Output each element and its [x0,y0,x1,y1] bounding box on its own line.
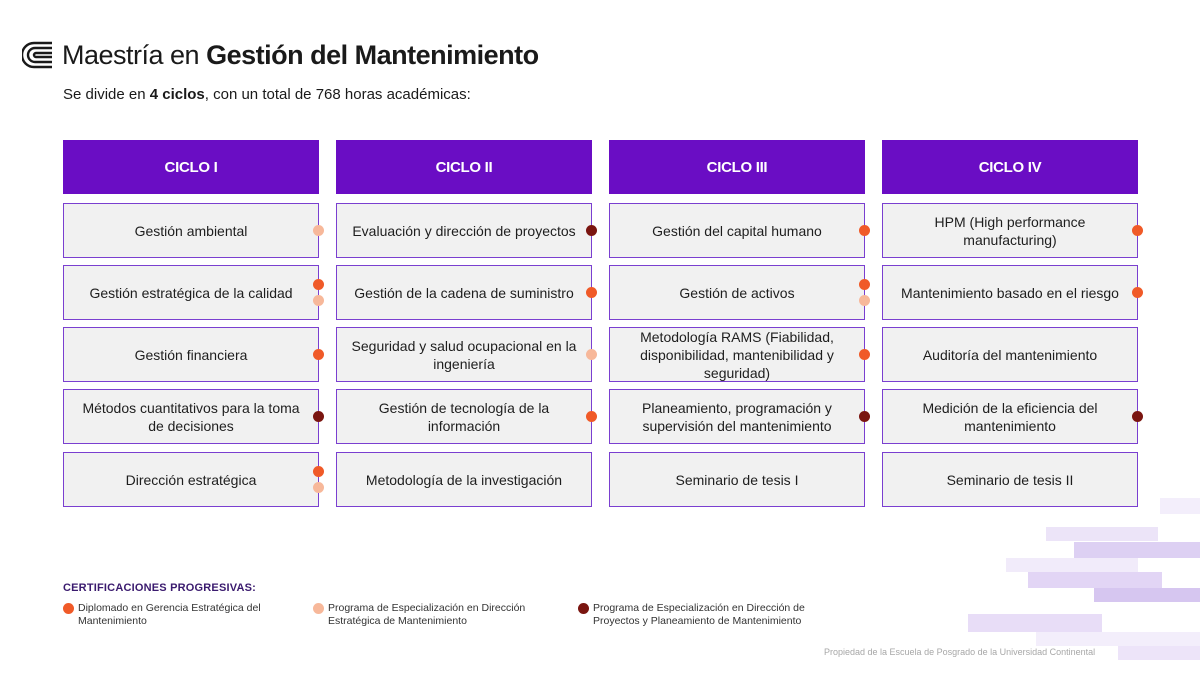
course-cell [609,389,865,444]
course-cell [882,203,1138,258]
footer-note: Propiedad de la Escuela de Posgrado de la Universidad Continental [824,647,1096,657]
cycle-column [609,140,865,488]
course-name: Gestión de tecnología de la información [378,399,550,434]
certification-dot [859,279,870,290]
course-name: Planeamiento, programación y supervisión del mantenimiento [642,399,832,434]
certification-dot [313,482,324,493]
course-name: Auditoría del mantenimiento [922,346,1098,363]
certification-dot [313,295,324,306]
course-cell [609,203,865,258]
course-cell [609,265,865,320]
legend-label: Programa de Especialización en Dirección Estratégica de Mantenimiento [328,602,526,627]
course-cell [63,452,319,507]
certification-dot [586,411,597,422]
cycle-header: CICLO I [63,140,319,194]
page-title [62,40,539,71]
course-name: HPM (High performance manufacturing) [934,213,1086,248]
course-cell [336,452,592,507]
certification-dot [1132,411,1143,422]
course-cell [882,327,1138,382]
course-name: Seminario de tesis I [675,471,799,488]
course-name: Gestión de la cadena de suministro [354,284,574,301]
course-name: Mantenimiento basado en el riesgo [901,284,1119,301]
certification-dot [586,349,597,360]
cycle-column [882,140,1138,488]
certification-dot [1132,225,1143,236]
course-cell [609,327,865,382]
course-name: Gestión estratégica de la calidad [89,284,293,301]
course-cell [336,203,592,258]
legend-label: Programa de Especialización en Dirección de Proyectos y Planeamiento de Mantenimiento [593,602,805,627]
course-cell [63,327,319,382]
certification-dot [859,349,870,360]
course-name: Gestión financiera [134,346,248,363]
cycle-column [63,140,319,488]
certification-dot [313,411,324,422]
subtitle-pre: Se divide en [63,86,150,103]
course-cell [63,203,319,258]
course-name: Metodología RAMS (Fiabilidad, disponibilidad, mantenibilidad y seguridad) [640,328,834,381]
course-name: Métodos cuantitativos para la toma de decisiones [82,399,300,434]
course-name: Gestión de activos [679,284,795,301]
legend-dot [313,603,324,614]
course-name: Seminario de tesis II [946,471,1074,488]
course-cell [336,327,592,382]
certification-dot [586,225,597,236]
cycle-header: CICLO IV [882,140,1138,194]
course-cell [336,265,592,320]
course-name: Metodología de la investigación [365,471,563,488]
cycle-header: CICLO II [336,140,592,194]
legend-dot [63,603,74,614]
course-cell [609,452,865,507]
course-cell [63,265,319,320]
course-cell [63,389,319,444]
continental-logo-icon [22,38,58,72]
page-header [22,38,539,72]
course-name: Gestión del capital humano [652,222,822,239]
course-cell [336,389,592,444]
certification-dot [859,295,870,306]
course-name: Gestión ambiental [134,222,248,239]
page-subtitle [63,86,471,103]
certification-dot [859,411,870,422]
course-name: Medición de la eficiencia del mantenimiento [922,399,1098,434]
cycle-header: CICLO III [609,140,865,194]
certification-dot [859,225,870,236]
course-cell [882,265,1138,320]
legend-item [313,602,538,628]
certification-dot [313,466,324,477]
cycle-column [336,140,592,488]
certification-dot [1132,287,1143,298]
certification-dot [313,279,324,290]
certification-dot [313,349,324,360]
certification-dot [586,287,597,298]
subtitle-post: , con un total de 768 horas académicas: [204,86,471,103]
course-cell [882,389,1138,444]
subtitle-bold: 4 ciclos [149,86,205,103]
course-name: Evaluación y dirección de proyectos [352,222,576,239]
title-bold: Gestión del Mantenimiento [206,39,539,70]
legend-item [63,602,283,628]
certifications-title: CERTIFICACIONES PROGRESIVAS: [63,582,257,594]
course-cell [882,452,1138,507]
course-name: Dirección estratégica [125,471,257,488]
course-name: Seguridad y salud ocupacional en la ingeniería [351,337,577,372]
certification-dot [313,225,324,236]
legend-item [578,602,818,628]
legend-dot [578,603,589,614]
legend-label: Diplomado en Gerencia Estratégica del Mantenimiento [78,602,261,627]
title-regular: Maestría en [62,39,207,70]
